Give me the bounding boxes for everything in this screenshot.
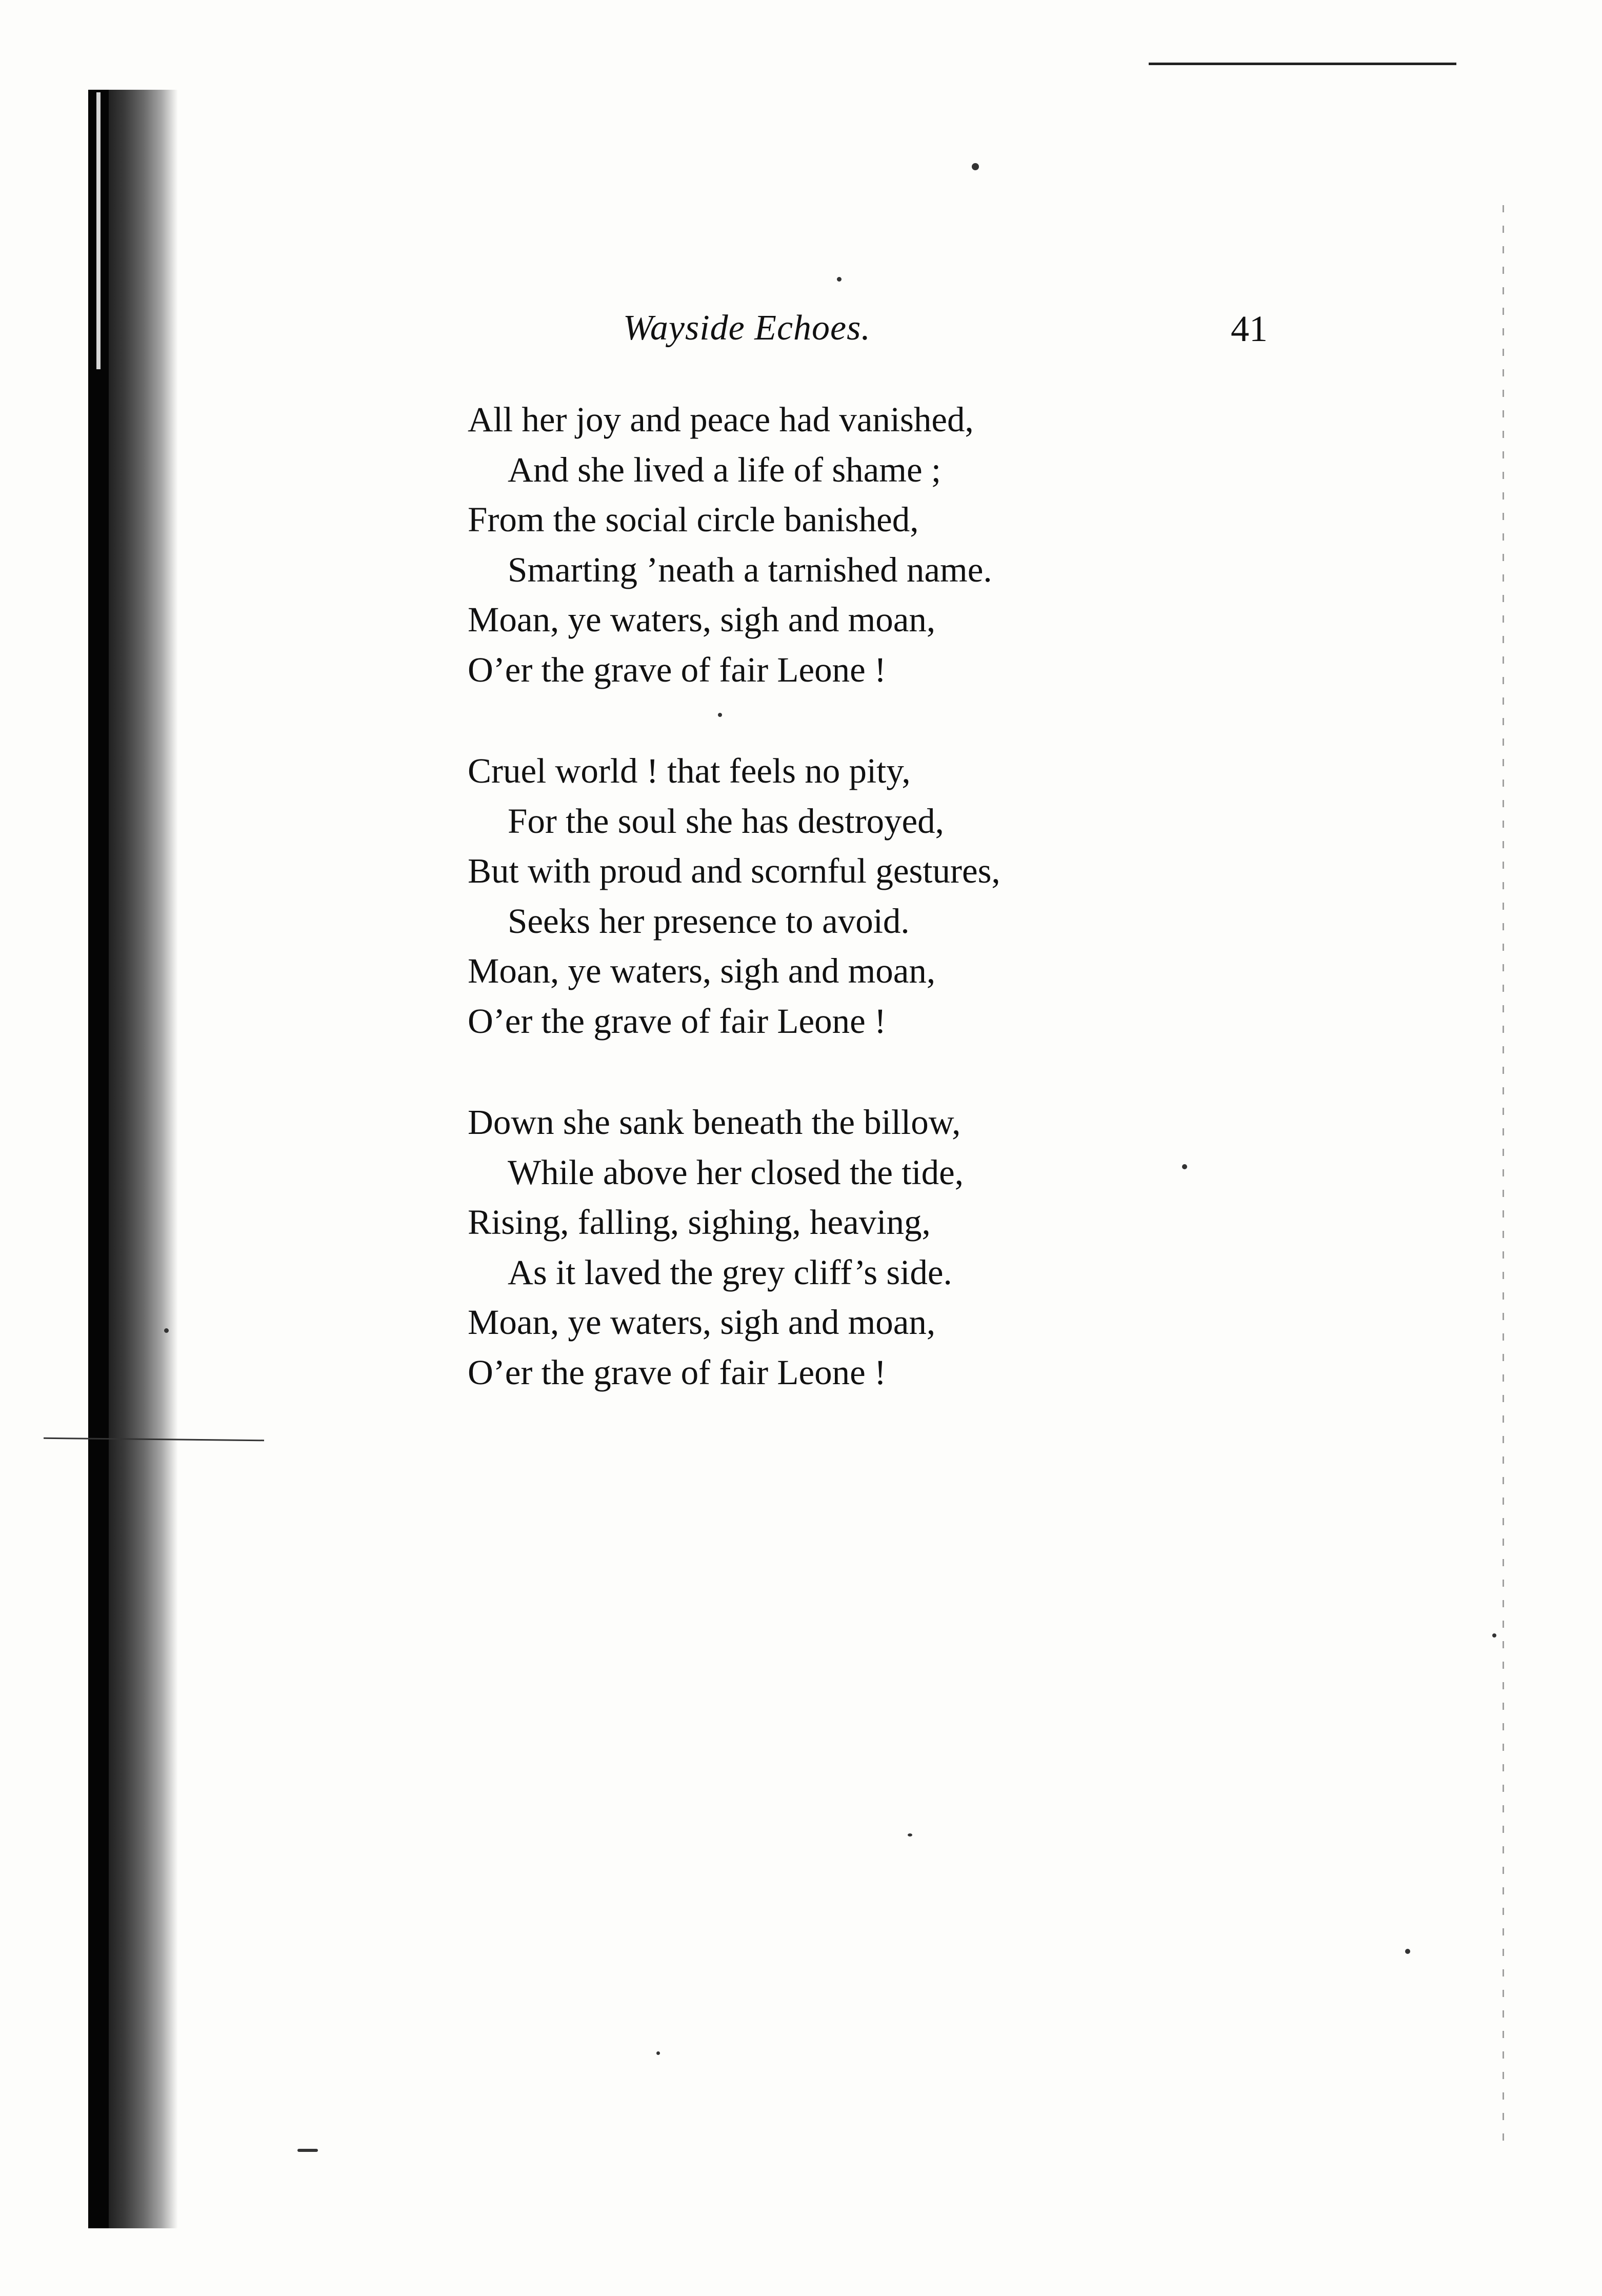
scan-speck (164, 1328, 169, 1333)
running-title: Wayside Echoes. (623, 308, 871, 348)
refrain-line: O’er the grave of fair Leone ! (468, 1001, 887, 1041)
stanza (468, 1097, 1237, 1397)
scan-speck (1405, 1949, 1410, 1954)
poem-line: And she lived a life of shame ; (508, 450, 942, 489)
top-edge-rule (1149, 63, 1456, 65)
poem-line: Seeks her presence to avoid. (508, 901, 910, 941)
scan-speck (908, 1833, 912, 1836)
poem-line: From the social circle banished, (468, 500, 919, 539)
poem-line: Rising, falling, sighing, heaving, (468, 1203, 931, 1242)
poem-line: As it laved the grey cliff’s side. (508, 1252, 952, 1292)
poem-line: Cruel world ! that feels no pity, (468, 751, 911, 790)
page-number: 41 (1231, 308, 1268, 349)
poem-line: All her joy and peace had vanished, (468, 400, 974, 439)
scan-speck (837, 277, 842, 282)
refrain-line: O’er the grave of fair Leone ! (468, 1352, 887, 1392)
scan-speck (972, 163, 979, 170)
poem-line: But with proud and scornful gestures, (468, 851, 1000, 890)
stanza (468, 746, 1237, 1046)
binding-edge (88, 90, 109, 2228)
poem (468, 395, 1237, 1449)
scan-speck (656, 2051, 660, 2055)
poem-line: Smarting ’neath a tarnished name. (508, 550, 992, 589)
poem-line: For the soul she has destroyed, (508, 801, 944, 841)
refrain-line: O’er the grave of fair Leone ! (468, 650, 887, 689)
refrain-line: Moan, ye waters, sigh and moan, (468, 600, 936, 639)
scan-speck (1492, 1633, 1496, 1638)
stanza (468, 395, 1237, 695)
poem-line: Down she sank beneath the billow, (468, 1103, 961, 1142)
refrain-line: Moan, ye waters, sigh and moan, (468, 951, 936, 990)
refrain-line: Moan, ye waters, sigh and moan, (468, 1303, 936, 1342)
page-header (0, 308, 1602, 359)
right-page-edge (1503, 205, 1504, 2154)
scan-speck (297, 2149, 318, 2152)
poem-line: While above her closed the tide, (508, 1152, 964, 1192)
